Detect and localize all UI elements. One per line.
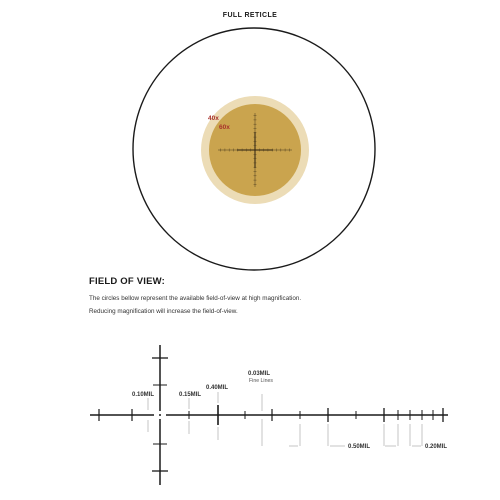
mag-label-40x: 40x (208, 115, 219, 122)
detail-crosshair (90, 345, 448, 485)
fov-description-line-1: The circles bellow represent the available field-of-view at high magnification. (89, 295, 302, 302)
callout-0-40mil: 0.40MIL (206, 385, 229, 391)
callout-0-50mil: 0.50MIL (348, 444, 371, 450)
mag-label-60x: 60x (219, 124, 230, 131)
fov-description-line-2: Reducing magnification will increase the field-of-view. (89, 308, 238, 315)
fov-heading: FIELD OF VIEW: (89, 276, 165, 287)
callout-0-20mil: 0.20MIL (425, 444, 448, 450)
callout-0-03mil: 0.03MIL (248, 371, 271, 377)
callout-fine-lines: Fine Lines (249, 378, 273, 384)
callout-0-10mil: 0.10MIL (132, 392, 155, 398)
callout-0-15mil: 0.15MIL (179, 392, 202, 398)
full-reticle-title: FULL RETICLE (222, 12, 278, 19)
